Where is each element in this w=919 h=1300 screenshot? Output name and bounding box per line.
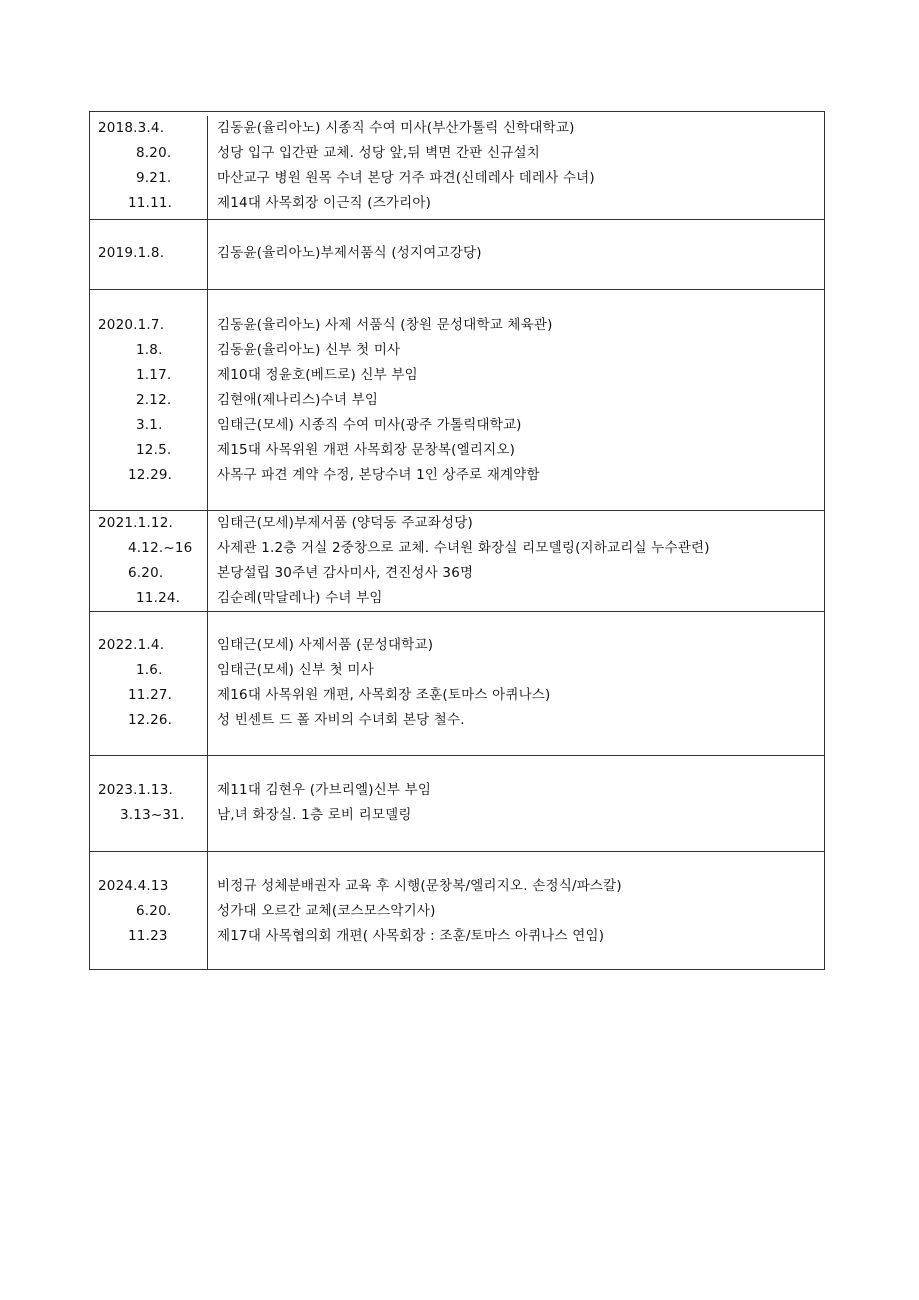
entry-date: 2.12. (136, 392, 172, 408)
entry-event: 성가대 오르간 교체(코스모스악기사) (217, 903, 436, 919)
entry-event: 성당 입구 입간판 교체. 성당 앞,뒤 벽면 간판 신규설치 (217, 145, 540, 161)
year-block-2023 (90, 756, 824, 852)
entry-date: 2024.4.13 (98, 878, 169, 894)
entry-date: 3.13~31. (120, 807, 185, 823)
entry-date: 11.11. (128, 195, 173, 211)
year-block-2020 (90, 290, 824, 511)
event-column (208, 511, 824, 611)
entry-event: 비정규 성체분배권자 교육 후 시행(문창복/엘리지오. 손정식/파스칼) (217, 878, 622, 894)
entry-date: 3.1. (136, 417, 163, 433)
date-column (90, 220, 208, 289)
year-block-2018 (90, 112, 824, 220)
entry-date: 6.20. (128, 565, 164, 581)
entry-date: 12.29. (128, 467, 173, 483)
entry-event: 김순례(막달레나) 수녀 부임 (217, 590, 383, 606)
entry-date: 2023.1.13. (98, 782, 173, 798)
entry-event: 김동윤(율리아노)부제서품식 (성지여고강당) (217, 245, 482, 261)
entry-event: 본당설립 30주년 감사미사, 견진성사 36명 (217, 565, 474, 581)
entry-date: 9.21. (136, 170, 172, 186)
entry-event: 마산교구 병원 원목 수녀 본당 거주 파견(신데레사 데레사 수녀) (217, 170, 595, 186)
entry-date: 12.5. (136, 442, 172, 458)
entry-date: 2018.3.4. (98, 120, 165, 136)
entry-date: 2022.1.4. (98, 637, 165, 653)
history-timeline-table (89, 111, 825, 970)
entry-date: 1.8. (136, 342, 163, 358)
entry-event: 제16대 사목위원 개편, 사목회장 조훈(토마스 아퀴나스) (217, 687, 551, 703)
entry-event: 임태근(모세)부제서품 (양덕동 주교좌성당) (217, 515, 473, 531)
entry-date: 11.23 (128, 928, 168, 944)
entry-event: 제10대 정윤호(베드로) 신부 부임 (217, 367, 418, 383)
entry-date: 2019.1.8. (98, 245, 165, 261)
date-column (90, 116, 208, 219)
event-column (208, 874, 824, 969)
entry-event: 임태근(모세) 사제서품 (문성대학교) (217, 637, 434, 653)
entry-date: 6.20. (136, 903, 172, 919)
event-column (208, 633, 824, 755)
entry-event: 남,녀 화장실. 1층 로비 리모델링 (217, 807, 412, 823)
event-column (208, 313, 824, 510)
event-column (208, 778, 824, 851)
entry-date: 2021.1.12. (98, 515, 173, 531)
year-block-2024 (90, 852, 824, 969)
year-block-2022 (90, 612, 824, 756)
entry-date: 12.26. (128, 712, 173, 728)
entry-event: 임태근(모세) 신부 첫 미사 (217, 662, 374, 678)
entry-date: 11.27. (128, 687, 173, 703)
entry-event: 제14대 사목회장 이근직 (즈가리아) (217, 195, 432, 211)
entry-date: 1.17. (136, 367, 172, 383)
entry-event: 제17대 사목협의회 개편( 사목회장 : 조훈/토마스 아퀴나스 연임) (217, 928, 605, 944)
entry-event: 임태근(모세) 시종직 수여 미사(광주 가톨릭대학교) (217, 417, 522, 433)
year-block-2021 (90, 511, 824, 612)
entry-date: 1.6. (136, 662, 163, 678)
entry-event: 사제관 1.2층 거실 2중창으로 교체. 수녀원 화장실 리모델링(지하교리실 누수관련) (217, 540, 710, 556)
entry-event: 김현애(제나리스)수녀 부임 (217, 392, 379, 408)
entry-date: 11.24. (136, 590, 181, 606)
entry-event: 김동윤(율리아노) 신부 첫 미사 (217, 342, 401, 358)
entry-date: 2020.1.7. (98, 317, 165, 333)
event-column (208, 116, 824, 219)
entry-event: 김동윤(율리아노) 사제 서품식 (창원 문성대학교 체육관) (217, 317, 553, 333)
date-column (90, 511, 208, 611)
date-column (90, 290, 208, 510)
entry-event: 성 빈센트 드 폴 자비의 수녀회 본당 철수. (217, 712, 465, 728)
date-column (90, 852, 208, 969)
entry-event: 제15대 사목위원 개편 사목회장 문창복(엘리지오) (217, 442, 516, 458)
entry-event: 김동윤(율리아노) 시종직 수여 미사(부산가톨릭 신학대학교) (217, 120, 575, 136)
entry-event: 제11대 김현우 (가브리엘)신부 부임 (217, 782, 432, 798)
entry-date: 4.12.~16 (128, 540, 193, 556)
entry-date: 8.20. (136, 145, 172, 161)
year-block-2019 (90, 220, 824, 290)
date-column (90, 756, 208, 851)
date-column (90, 612, 208, 755)
entry-event: 사목구 파견 계약 수정, 본당수녀 1인 상주로 재계약함 (217, 467, 540, 483)
event-column (208, 241, 824, 289)
